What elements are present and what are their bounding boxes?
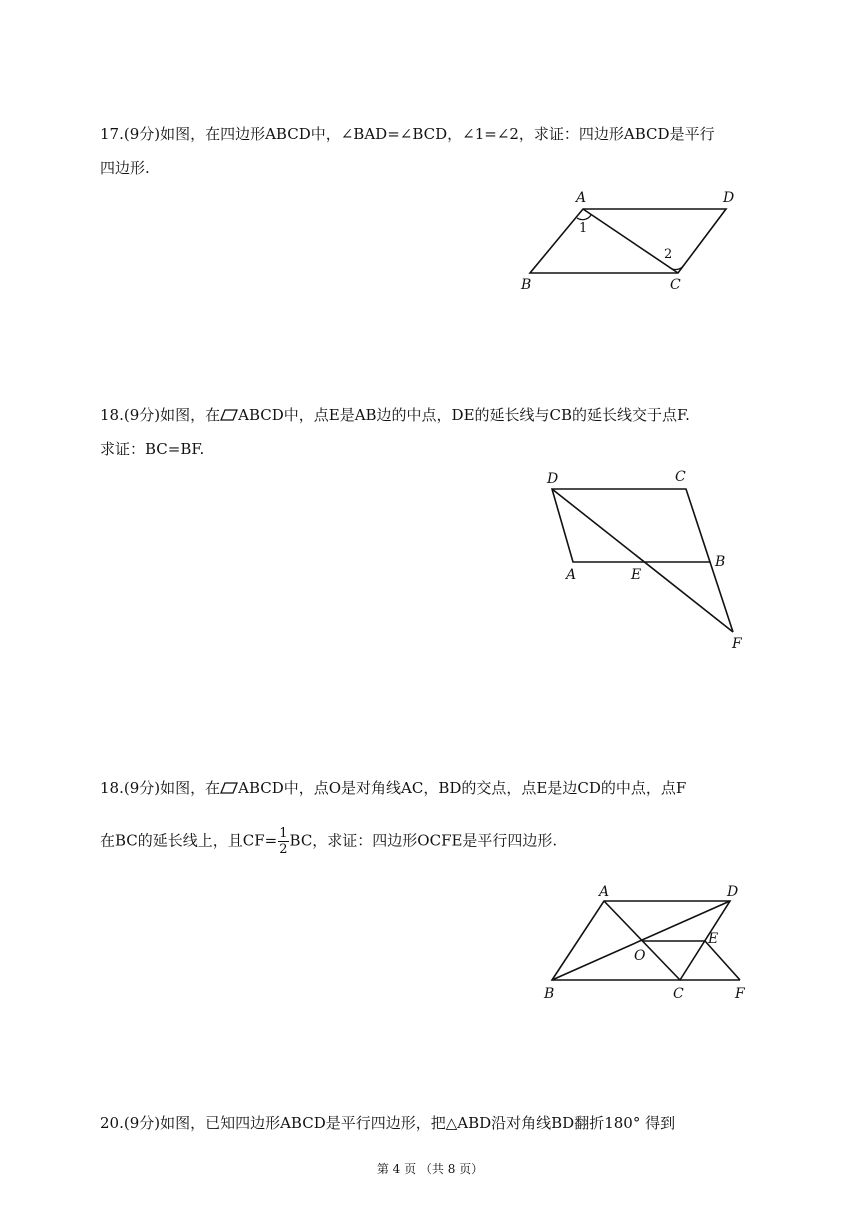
q18a-prefix: 18.(9分)如图，在 [100, 406, 221, 424]
q18b-fraction [278, 826, 288, 857]
q18a-label-b: B [715, 554, 726, 570]
q18b-label-f: F [735, 986, 745, 1002]
q18a-label-e: E [631, 567, 642, 583]
parallelogram-symbol-icon [220, 782, 238, 794]
q18b-text-line2 [100, 826, 557, 857]
q17-label-angle1: 1 [579, 221, 588, 236]
parallelogram-symbol-icon [220, 409, 238, 421]
q17-angle1-arc [577, 215, 591, 220]
q20-text-line1: 20.(9分)如图，已知四边形ABCD是平行四边形，把△ABD沿对角线BD翻折180° 得到 [100, 1114, 676, 1132]
q18a-label-a: A [566, 567, 577, 583]
q18b-line2-suffix: BC，求证：四边形OCFE是平行四边形. [289, 831, 558, 850]
q17-label-a: A [576, 190, 587, 206]
q17-label-b: B [521, 277, 532, 293]
q17-text-line1: 17.(9分)如图，在四边形ABCD中，∠BAD=∠BCD，∠1=∠2，求证：四边形ABCD是平行 [100, 125, 715, 143]
q18a-label-c: C [675, 469, 686, 485]
q18b-prefix: 18.(9分)如图，在 [100, 779, 221, 797]
q18b-frac-numerator: 1 [279, 826, 288, 841]
q18b-suffix: ABCD中，点O是对角线AC，BD的交点，点E是边CD的中点，点F [238, 779, 687, 797]
q18a-suffix: ABCD中，点E是AB边的中点，DE的延长线与CB的延长线交于点F. [238, 406, 690, 424]
q18b-frac-denominator: 2 [279, 842, 288, 857]
q18b-label-e: E [708, 931, 719, 947]
q18a-text-line1 [100, 405, 690, 425]
q18b-figure [540, 880, 770, 1005]
q18b-label-b: B [544, 986, 555, 1002]
q18a-line-bf [710, 562, 733, 632]
q17-label-c: C [670, 277, 681, 293]
q17-parallelogram [530, 209, 726, 273]
q18b-label-d: D [727, 884, 739, 900]
q17-diagonal-ac [583, 209, 678, 273]
q18a-figure [540, 465, 760, 655]
q17-figure [515, 185, 745, 295]
q18b-text-line1 [100, 778, 686, 798]
q17-text-line2: 四边形. [100, 159, 150, 177]
q18a-label-d: D [547, 471, 559, 487]
page-footer: 第 4 页 （共 8 页） [376, 1162, 484, 1176]
q18b-line2-prefix: 在BC的延长线上，且CF= [100, 831, 278, 850]
q18b-label-o: O [634, 948, 646, 964]
q18b-label-c: C [673, 986, 684, 1002]
q18a-line-df [552, 489, 733, 632]
q17-label-d: D [723, 190, 735, 206]
q18b-label-a: A [599, 884, 610, 900]
q18a-text-line2: 求证：BC=BF. [100, 440, 205, 458]
q17-label-angle2: 2 [664, 247, 673, 262]
q18a-label-f: F [732, 636, 742, 652]
